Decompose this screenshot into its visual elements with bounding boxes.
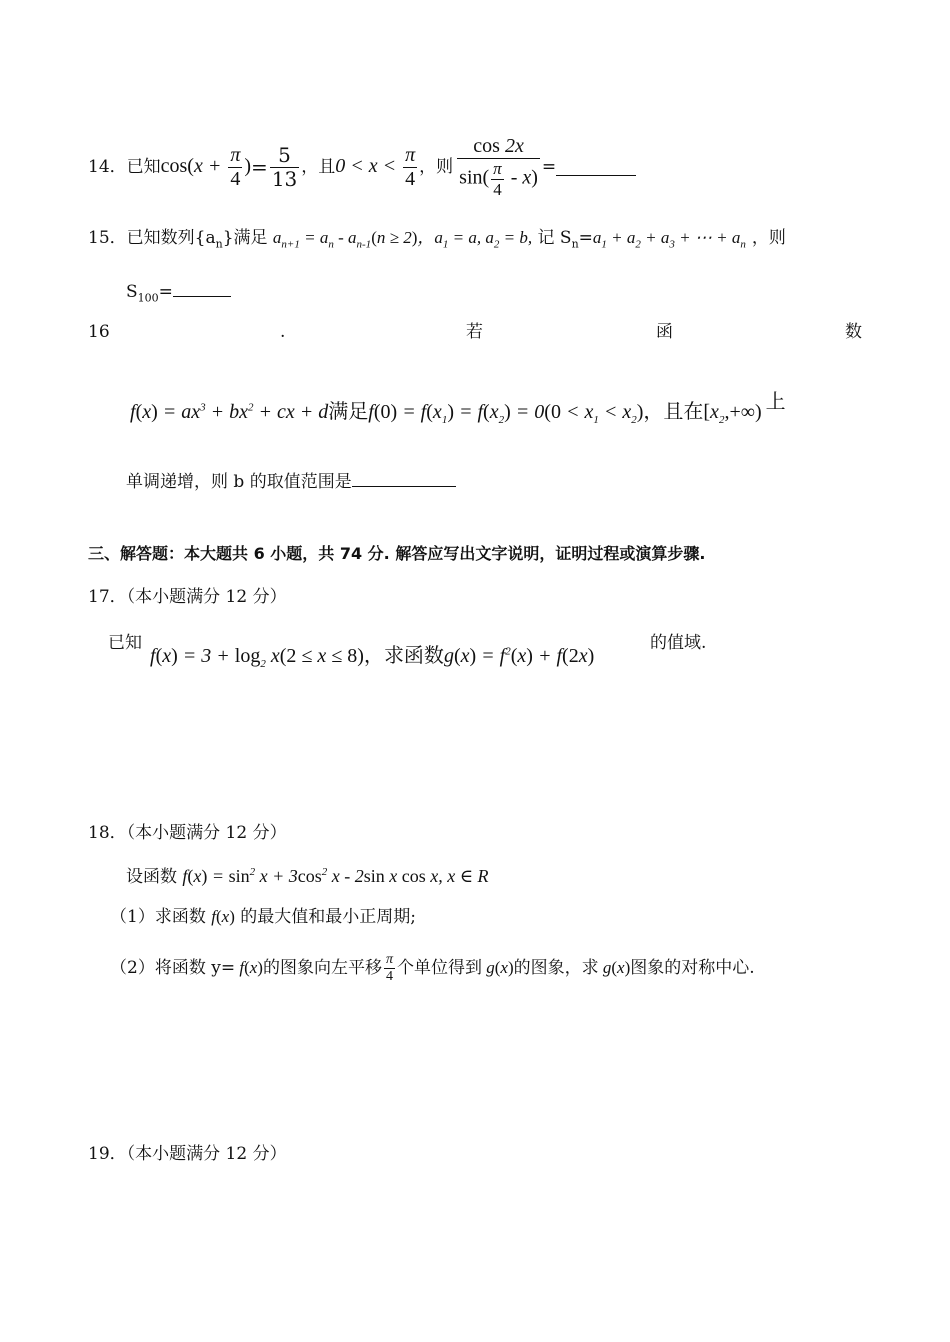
q18-p2d: 的图象，求 xyxy=(513,958,599,979)
q16-word-3: 数 xyxy=(845,322,862,342)
q18-p2b: 的图象向左平移 xyxy=(262,958,382,979)
question-18 xyxy=(88,823,287,843)
q16-satisfy: 满足 xyxy=(328,401,369,423)
q15-recurrence: $a_{n+1} = a_n - a_{n-1}(n \ge 2)$ xyxy=(272,228,418,251)
q16-word-1: 若 xyxy=(466,322,483,342)
q15-initial: ，$a_1 = a$, $a_2 = b$, xyxy=(417,228,533,251)
q17-mid: 求函数 xyxy=(383,645,444,667)
q18-score: （本小题满分 12 分） xyxy=(126,823,287,843)
q14-eq-blank: = xyxy=(541,156,557,177)
q15-number: 15． xyxy=(88,228,127,248)
q15-s100: S xyxy=(126,282,138,302)
q17-expression: $f(x) = 3 + \log_2 x(2 \le x \le 8)$，求函数$g(x) = f^2(x) + f(2x)$ xyxy=(150,645,595,670)
q17-tail: 的值域. xyxy=(650,633,707,653)
q14-frac-num: 5 xyxy=(270,144,299,168)
q14-answer-blank xyxy=(556,159,636,176)
q18-p2-gx: g(x) xyxy=(481,958,514,978)
q17-given: 已知 xyxy=(108,633,142,653)
q14-four: 4 xyxy=(230,167,241,190)
q15-note: 记 S xyxy=(537,228,572,248)
q18-p1b: 的最大值和最小正周期; xyxy=(240,907,416,927)
q18-p2: （2）将函数 y= xyxy=(110,958,236,979)
q17-score: （本小题满分 12 分） xyxy=(126,587,287,607)
q18-function: $f(x) = \sin^2 x + 3\cos^2$ x - 2sin x cos x, x ∈ R xyxy=(182,866,489,886)
q18-p2c: 个单位得到 xyxy=(396,958,482,979)
q14-equals: = xyxy=(251,155,268,179)
q15-note-eq: = xyxy=(578,228,593,248)
question-19 xyxy=(88,1144,287,1164)
q16-up: 上 xyxy=(765,391,786,413)
q16-line3 xyxy=(126,470,456,492)
question-17 xyxy=(88,587,287,607)
q15-answer-blank xyxy=(173,280,231,297)
q18-part1 xyxy=(110,907,416,927)
q15-s100-sub: 100 xyxy=(137,291,159,305)
q16-word-2: 函 xyxy=(656,322,673,342)
q18-p1-fx: f(x) xyxy=(211,907,235,926)
q18-part2 xyxy=(110,952,755,985)
q14-frac-den: 13 xyxy=(271,166,298,191)
section-title: 三、解答题：本大题共 6 小题，共 74 分. 解答应写出文字说明，证明过程或演算步骤. xyxy=(88,544,706,563)
q15-text1-sub: n xyxy=(215,237,223,251)
q19-score: （本小题满分 12 分） xyxy=(126,1144,287,1164)
q14-and: ，且 xyxy=(301,156,336,177)
q15-text1c: }满足 xyxy=(222,228,268,248)
q16-answer-blank xyxy=(352,470,456,487)
q15-s100-line xyxy=(126,280,231,305)
q15-note-sub: n xyxy=(571,237,579,251)
q19-number: 19． xyxy=(88,1144,127,1164)
q15-then: ，则 xyxy=(751,228,786,248)
q15-sum: $a_1 + a_2 + a_3$ + ⋯ + $a_n$ xyxy=(592,228,746,251)
q14-fraction xyxy=(270,144,299,191)
q18-p2e: 图象的对称中心. xyxy=(630,958,755,979)
q16-dot: . xyxy=(280,322,286,342)
q14-given: 已知 xyxy=(126,156,161,177)
q18-p1: （1）求函数 xyxy=(110,907,206,927)
q15-s100-eq: = xyxy=(158,282,173,302)
question-15 xyxy=(88,228,786,252)
q14-cos-expr: cos(x + $\frac{\pi}{4}$ ) xyxy=(160,143,252,190)
q15-text1: 已知数列{a xyxy=(126,228,216,248)
q18-definition xyxy=(126,866,489,888)
q16-and-on: ，且在 xyxy=(643,401,704,423)
q18-shift-fraction: $\frac{\pi}{4}$ xyxy=(385,952,393,985)
q14-pi: π xyxy=(230,143,241,166)
q14-number: 14． xyxy=(88,156,127,177)
q18-p2-gx2: g(x) xyxy=(598,958,631,978)
q16-function-line: $f(x) = ax^3 + bx^2$ + cx + d满足$f(0) = f(x_1) = f(x_2) = 0(0 < x_1 < x_2)$，且在$[x_2,+\infty)$ 上 xyxy=(130,391,786,426)
q18-p2-fx: f(x) xyxy=(235,958,263,978)
q14-condition: 0 < x < $\frac{\pi}{4}$ xyxy=(335,143,416,190)
q17-number: 17． xyxy=(88,587,127,607)
q14-then: ，则 xyxy=(419,156,454,177)
question-14 xyxy=(88,126,636,208)
q14-ratio: cos 2x sin( $\frac{\pi}{4}$ - x) xyxy=(459,134,538,199)
q16-number: 16 xyxy=(88,322,110,342)
q18-set: 设函数 xyxy=(126,867,177,887)
q18-number: 18． xyxy=(88,823,127,843)
q16-line3-text: 单调递增，则 b 的取值范围是 xyxy=(126,472,352,492)
